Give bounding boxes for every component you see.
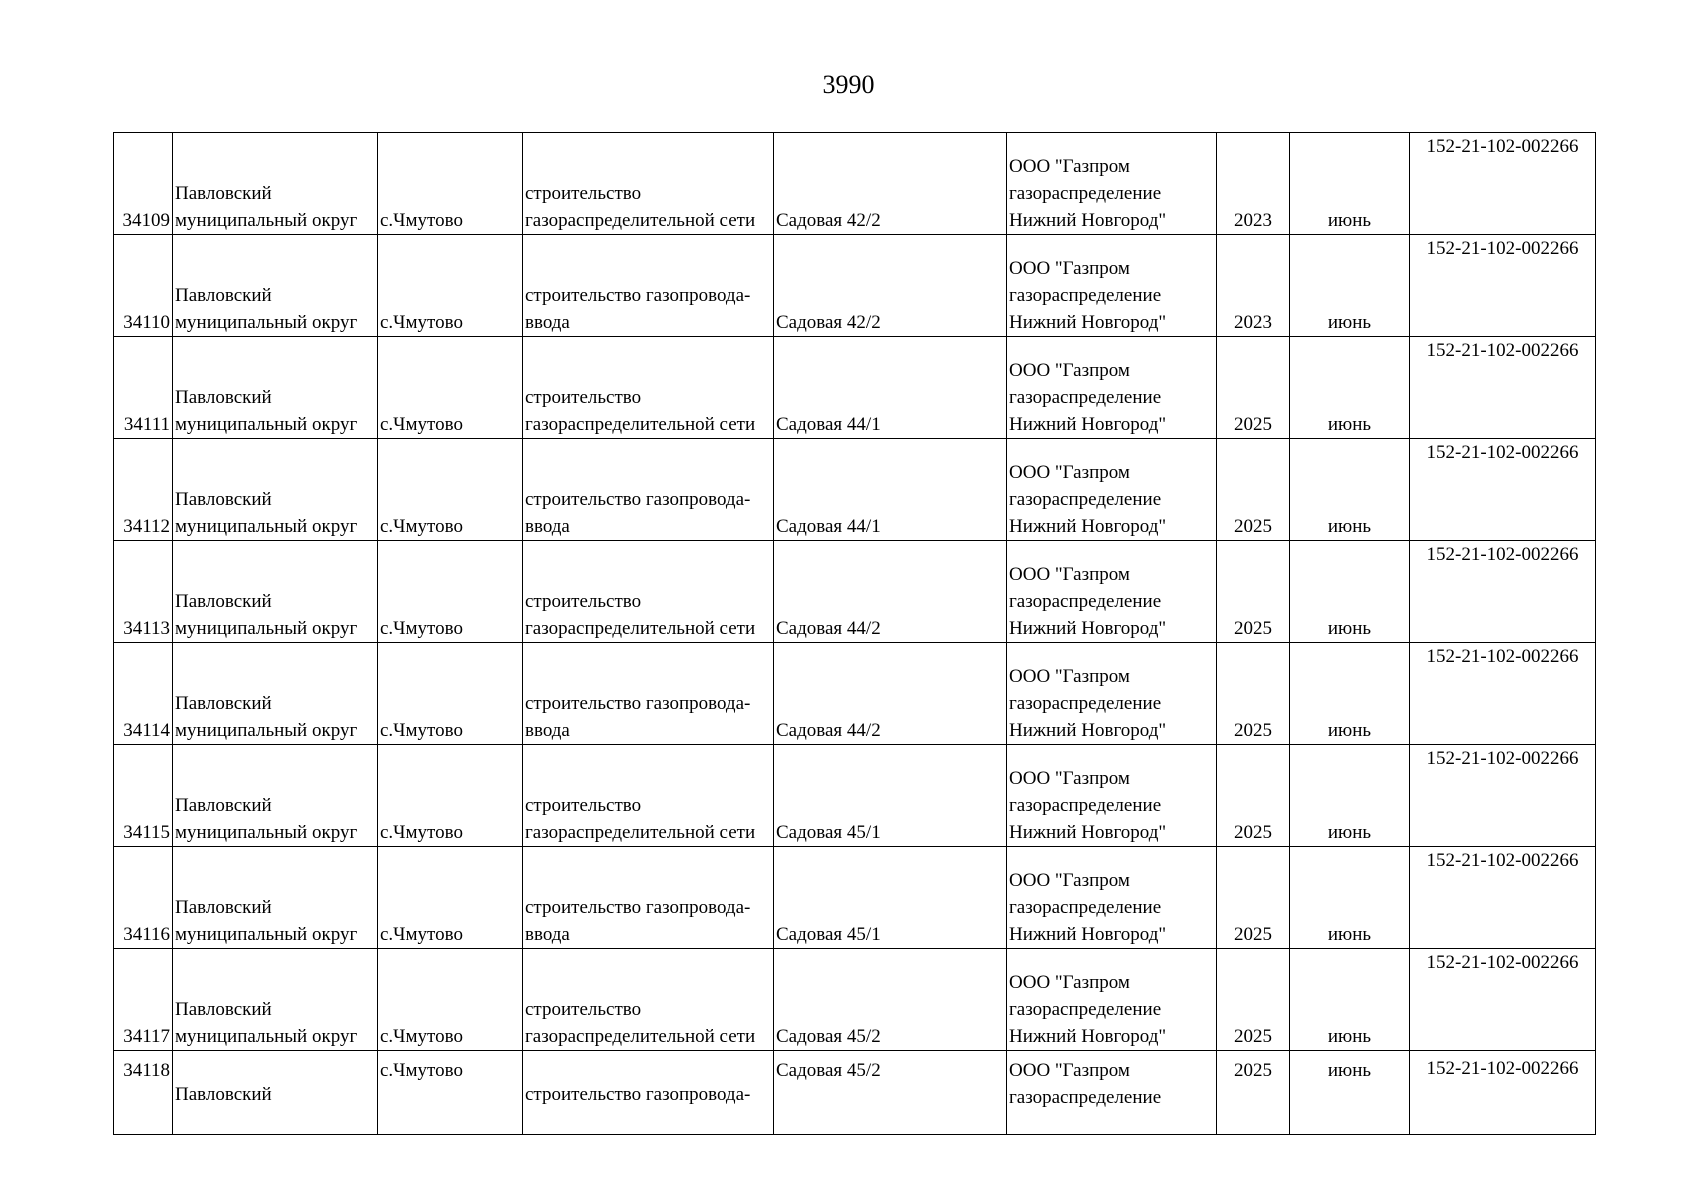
organization-line: Нижний Новгород" — [1009, 1026, 1167, 1047]
work-type-line: строительство — [525, 795, 642, 816]
organization-cell — [1007, 745, 1217, 847]
table-row — [114, 133, 1596, 235]
organization-cell — [1007, 847, 1217, 949]
address-cell: Садовая 44/2 — [774, 541, 1007, 643]
registry-table — [113, 132, 1596, 1135]
work-type-line: газораспределительной сети — [525, 618, 756, 639]
work-type-cell — [523, 847, 774, 949]
year-cell: 2025 — [1217, 541, 1290, 643]
organization-line: ООО "Газпром — [1009, 258, 1130, 279]
code-cell: 152-21-102-002266 — [1410, 235, 1596, 337]
district-cell — [173, 337, 378, 439]
district-line: муниципальный округ — [175, 618, 358, 639]
district-line: муниципальный округ — [175, 414, 358, 435]
organization-line: ООО "Газпром — [1009, 360, 1130, 381]
district-line: муниципальный округ — [175, 1026, 358, 1047]
district-line: муниципальный округ — [175, 516, 358, 537]
organization-line: газораспределение — [1009, 183, 1162, 204]
work-type-cell — [523, 949, 774, 1051]
address-cell: Садовая 45/2 — [774, 949, 1007, 1051]
row-number-cell: 34112 — [114, 439, 173, 541]
table-row — [114, 541, 1596, 643]
district-line: Павловский — [175, 795, 272, 816]
row-number-cell: 34118 — [114, 1051, 173, 1135]
organization-cell — [1007, 133, 1217, 235]
work-type-line: газораспределительной сети — [525, 210, 756, 231]
table-row — [114, 1051, 1596, 1135]
organization-line: Нижний Новгород" — [1009, 516, 1167, 537]
work-type-line: газораспределительной сети — [525, 1026, 756, 1047]
year-cell: 2025 — [1217, 439, 1290, 541]
address-cell: Садовая 44/2 — [774, 643, 1007, 745]
row-number-cell: 34117 — [114, 949, 173, 1051]
organization-line: ООО "Газпром — [1009, 1060, 1130, 1081]
work-type-line: строительство — [525, 999, 642, 1020]
table-row — [114, 439, 1596, 541]
settlement-cell: с.Чмутово — [378, 1051, 523, 1135]
district-cell — [173, 847, 378, 949]
organization-line: Нижний Новгород" — [1009, 720, 1167, 741]
organization-line: ООО "Газпром — [1009, 666, 1130, 687]
work-type-line: строительство — [525, 387, 642, 408]
row-number-cell: 34110 — [114, 235, 173, 337]
address-cell: Садовая 45/2 — [774, 1051, 1007, 1135]
organization-line: ООО "Газпром — [1009, 972, 1130, 993]
work-type-cell — [523, 1051, 774, 1135]
month-cell: июнь — [1290, 949, 1410, 1051]
code-cell: 152-21-102-002266 — [1410, 745, 1596, 847]
organization-line: Нижний Новгород" — [1009, 210, 1167, 231]
organization-line: газораспределение — [1009, 999, 1162, 1020]
year-cell: 2023 — [1217, 133, 1290, 235]
address-cell: Садовая 44/1 — [774, 439, 1007, 541]
organization-line: ООО "Газпром — [1009, 462, 1130, 483]
district-cell — [173, 235, 378, 337]
organization-line: газораспределение — [1009, 795, 1162, 816]
district-line: муниципальный округ — [175, 822, 358, 843]
month-cell: июнь — [1290, 541, 1410, 643]
district-line: Павловский — [175, 897, 272, 918]
work-type-cell — [523, 337, 774, 439]
work-type-cell — [523, 439, 774, 541]
organization-line: Нижний Новгород" — [1009, 618, 1167, 639]
district-cell — [173, 541, 378, 643]
table-row — [114, 337, 1596, 439]
address-cell: Садовая 45/1 — [774, 745, 1007, 847]
month-cell: июнь — [1290, 1051, 1410, 1135]
organization-cell — [1007, 1051, 1217, 1135]
address-cell: Садовая 44/1 — [774, 337, 1007, 439]
organization-cell — [1007, 235, 1217, 337]
organization-line: Нижний Новгород" — [1009, 312, 1167, 333]
district-line: Павловский — [175, 183, 272, 204]
code-cell: 152-21-102-002266 — [1410, 133, 1596, 235]
month-cell: июнь — [1290, 643, 1410, 745]
district-line: Павловский — [175, 387, 272, 408]
year-cell: 2025 — [1217, 1051, 1290, 1135]
work-type-cell — [523, 541, 774, 643]
district-line: Павловский — [175, 489, 272, 510]
work-type-line: ввода — [525, 924, 570, 945]
district-line: муниципальный округ — [175, 210, 358, 231]
district-line: Павловский — [175, 1084, 272, 1105]
district-line: Павловский — [175, 999, 272, 1020]
work-type-line: ввода — [525, 720, 570, 741]
work-type-cell — [523, 235, 774, 337]
month-cell: июнь — [1290, 847, 1410, 949]
code-cell: 152-21-102-002266 — [1410, 1051, 1596, 1135]
organization-line: газораспределение — [1009, 285, 1162, 306]
month-cell: июнь — [1290, 235, 1410, 337]
settlement-cell: с.Чмутово — [378, 133, 523, 235]
district-cell — [173, 643, 378, 745]
organization-line: газораспределение — [1009, 897, 1162, 918]
work-type-line: строительство — [525, 183, 642, 204]
organization-line: газораспределение — [1009, 693, 1162, 714]
year-cell: 2025 — [1217, 847, 1290, 949]
table-row — [114, 235, 1596, 337]
work-type-cell — [523, 745, 774, 847]
organization-cell — [1007, 949, 1217, 1051]
organization-line: ООО "Газпром — [1009, 564, 1130, 585]
month-cell: июнь — [1290, 133, 1410, 235]
work-type-line: строительство газопровода- — [525, 489, 751, 510]
settlement-cell: с.Чмутово — [378, 643, 523, 745]
district-line: муниципальный округ — [175, 720, 358, 741]
settlement-cell: с.Чмутово — [378, 847, 523, 949]
table-body — [114, 133, 1596, 1135]
district-line: Павловский — [175, 285, 272, 306]
organization-line: ООО "Газпром — [1009, 870, 1130, 891]
table-row — [114, 643, 1596, 745]
work-type-cell — [523, 643, 774, 745]
organization-line: ООО "Газпром — [1009, 768, 1130, 789]
address-cell: Садовая 45/1 — [774, 847, 1007, 949]
organization-line: Нижний Новгород" — [1009, 822, 1167, 843]
settlement-cell: с.Чмутово — [378, 439, 523, 541]
organization-line: Нижний Новгород" — [1009, 414, 1167, 435]
table-row — [114, 949, 1596, 1051]
table-row — [114, 847, 1596, 949]
row-number-cell: 34116 — [114, 847, 173, 949]
settlement-cell: с.Чмутово — [378, 745, 523, 847]
organization-line: газораспределение — [1009, 489, 1162, 510]
work-type-line: строительство газопровода- — [525, 693, 751, 714]
district-line: Павловский — [175, 591, 272, 612]
settlement-cell: с.Чмутово — [378, 235, 523, 337]
organization-line: газораспределение — [1009, 1087, 1162, 1108]
work-type-line: строительство газопровода- — [525, 897, 751, 918]
district-cell — [173, 133, 378, 235]
work-type-line: газораспределительной сети — [525, 822, 756, 843]
row-number-cell: 34114 — [114, 643, 173, 745]
page-number: 3990 — [822, 70, 875, 99]
organization-cell — [1007, 439, 1217, 541]
code-cell: 152-21-102-002266 — [1410, 541, 1596, 643]
organization-cell — [1007, 337, 1217, 439]
code-cell: 152-21-102-002266 — [1410, 337, 1596, 439]
settlement-cell: с.Чмутово — [378, 541, 523, 643]
district-line: муниципальный округ — [175, 924, 358, 945]
work-type-line: строительство газопровода- — [525, 285, 751, 306]
organization-line: газораспределение — [1009, 591, 1162, 612]
code-cell: 152-21-102-002266 — [1410, 643, 1596, 745]
code-cell: 152-21-102-002266 — [1410, 439, 1596, 541]
year-cell: 2025 — [1217, 745, 1290, 847]
year-cell: 2025 — [1217, 337, 1290, 439]
organization-line: газораспределение — [1009, 387, 1162, 408]
organization-line: Нижний Новгород" — [1009, 924, 1167, 945]
year-cell: 2025 — [1217, 643, 1290, 745]
code-cell: 152-21-102-002266 — [1410, 847, 1596, 949]
organization-line: ООО "Газпром — [1009, 156, 1130, 177]
settlement-cell: с.Чмутово — [378, 337, 523, 439]
row-number-cell: 34111 — [114, 337, 173, 439]
organization-cell — [1007, 541, 1217, 643]
work-type-line: ввода — [525, 516, 570, 537]
district-cell — [173, 1051, 378, 1135]
year-cell: 2023 — [1217, 235, 1290, 337]
year-cell: 2025 — [1217, 949, 1290, 1051]
district-cell — [173, 439, 378, 541]
code-cell: 152-21-102-002266 — [1410, 949, 1596, 1051]
work-type-line: газораспределительной сети — [525, 414, 756, 435]
work-type-line: строительство газопровода- — [525, 1084, 751, 1105]
work-type-line: ввода — [525, 312, 570, 333]
month-cell: июнь — [1290, 337, 1410, 439]
work-type-cell — [523, 133, 774, 235]
district-line: муниципальный округ — [175, 312, 358, 333]
district-cell — [173, 745, 378, 847]
district-cell — [173, 949, 378, 1051]
district-line: Павловский — [175, 693, 272, 714]
month-cell: июнь — [1290, 439, 1410, 541]
address-cell: Садовая 42/2 — [774, 235, 1007, 337]
settlement-cell: с.Чмутово — [378, 949, 523, 1051]
row-number-cell: 34109 — [114, 133, 173, 235]
address-cell: Садовая 42/2 — [774, 133, 1007, 235]
work-type-line: строительство — [525, 591, 642, 612]
table-row — [114, 745, 1596, 847]
row-number-cell: 34115 — [114, 745, 173, 847]
month-cell: июнь — [1290, 745, 1410, 847]
row-number-cell: 34113 — [114, 541, 173, 643]
organization-cell — [1007, 643, 1217, 745]
